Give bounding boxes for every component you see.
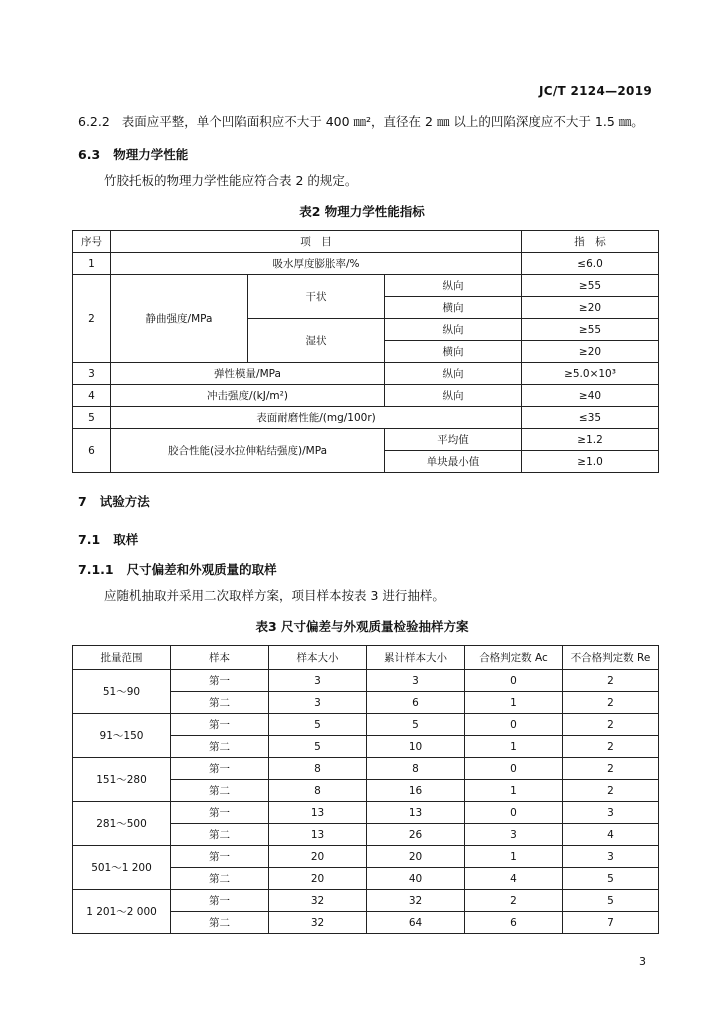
heading-number: 7 xyxy=(78,494,87,509)
table-cell: 0 xyxy=(465,714,563,736)
table-cell: 5 xyxy=(269,736,367,758)
table-cell: 13 xyxy=(269,824,367,846)
table-cell: 6 xyxy=(73,429,111,473)
table-cell: 2 xyxy=(563,736,659,758)
clause-number: 6.2.2 xyxy=(78,114,110,129)
table-cell: 横向 xyxy=(385,341,522,363)
table-cell: 8 xyxy=(269,758,367,780)
heading-title: 试验方法 xyxy=(99,494,150,509)
table-cell: 40 xyxy=(367,868,465,890)
table-row xyxy=(73,385,659,407)
table-cell: 16 xyxy=(367,780,465,802)
table-cell: 8 xyxy=(269,780,367,802)
table-cell: 第二 xyxy=(171,824,269,846)
table-cell: 5 xyxy=(269,714,367,736)
table-cell: 3 xyxy=(269,692,367,714)
table-cell: 64 xyxy=(367,912,465,934)
table-cell: 平均值 xyxy=(385,429,522,451)
table-cell: 第一 xyxy=(171,802,269,824)
heading-number: 7.1.1 xyxy=(78,562,114,577)
table-cell: 4 xyxy=(465,868,563,890)
table-cell: 第一 xyxy=(171,890,269,912)
table-cell: 第一 xyxy=(171,846,269,868)
table-cell: 2 xyxy=(563,692,659,714)
table-cell: 湿状 xyxy=(248,319,385,363)
table-cell: 第二 xyxy=(171,780,269,802)
table-cell: 2 xyxy=(563,670,659,692)
table2 xyxy=(72,230,659,473)
heading-title: 物理力学性能 xyxy=(113,147,189,162)
table-cell: 10 xyxy=(367,736,465,758)
heading-7-1-1 xyxy=(78,560,277,578)
table-cell: 32 xyxy=(367,890,465,912)
table-cell: 20 xyxy=(269,846,367,868)
table-cell: 弹性模量/MPa xyxy=(111,363,385,385)
table-cell: 1 xyxy=(465,736,563,758)
table-cell: 第一 xyxy=(171,714,269,736)
table-cell: 13 xyxy=(367,802,465,824)
table-cell: 6 xyxy=(465,912,563,934)
table-cell: 3 xyxy=(367,670,465,692)
heading-7 xyxy=(78,492,150,510)
batch-range-cell: 51～90 xyxy=(73,670,171,714)
clause-6-2-2 xyxy=(78,113,644,131)
table-cell: 纵向 xyxy=(385,363,522,385)
table-cell: ≤35 xyxy=(522,407,659,429)
table-cell: 横向 xyxy=(385,297,522,319)
batch-range-cell: 1 201～2 000 xyxy=(73,890,171,934)
table-row xyxy=(73,407,659,429)
table-cell: ≥1.2 xyxy=(522,429,659,451)
table-cell: 26 xyxy=(367,824,465,846)
table2-caption: 表2 物理力学性能指标 xyxy=(299,204,425,219)
batch-range-cell: 91～150 xyxy=(73,714,171,758)
table-cell: ≥20 xyxy=(522,297,659,319)
table-cell: ≥55 xyxy=(522,319,659,341)
heading-number: 7.1 xyxy=(78,532,101,547)
table-cell: 干状 xyxy=(248,275,385,319)
table-cell: ≥40 xyxy=(522,385,659,407)
table-cell: 2 xyxy=(563,780,659,802)
table-cell: 静曲强度/MPa xyxy=(111,275,248,363)
table-cell: ≥55 xyxy=(522,275,659,297)
table-cell: 2 xyxy=(465,890,563,912)
heading-title: 取样 xyxy=(113,532,139,547)
table-cell: 1 xyxy=(465,780,563,802)
table-cell: 20 xyxy=(367,846,465,868)
table-cell: 纵向 xyxy=(385,319,522,341)
table2-header-item: 项 目 xyxy=(111,231,522,253)
table-cell: 胶合性能(浸水拉伸粘结强度)/MPa xyxy=(111,429,385,473)
table-row xyxy=(73,846,659,868)
table-cell: 3 xyxy=(563,802,659,824)
table-cell: 7 xyxy=(563,912,659,934)
table3-header-cell: 批量范围 xyxy=(73,646,171,670)
clause-text: 表面应平整，单个凹陷面积应不大于 400 ㎜²，直径在 2 ㎜ 以上的凹陷深度应不大于 1.5 ㎜。 xyxy=(121,114,644,129)
table-cell: 第二 xyxy=(171,692,269,714)
table-cell: 32 xyxy=(269,890,367,912)
table-cell: ≤6.0 xyxy=(522,253,659,275)
table-cell: 2 xyxy=(563,714,659,736)
table-cell: 1 xyxy=(465,692,563,714)
table-cell: 冲击强度/(kJ/m²) xyxy=(111,385,385,407)
table3-header-cell: 样本 xyxy=(171,646,269,670)
table-row xyxy=(73,429,659,451)
table-row xyxy=(73,253,659,275)
table-cell: 第二 xyxy=(171,912,269,934)
table-cell: 第二 xyxy=(171,736,269,758)
table-cell: 0 xyxy=(465,802,563,824)
heading-title: 尺寸偏差和外观质量的取样 xyxy=(126,562,277,577)
table2-header-row xyxy=(73,231,659,253)
table-row xyxy=(73,890,659,912)
table-cell: 0 xyxy=(465,670,563,692)
page-number: 3 xyxy=(639,955,646,968)
batch-range-cell: 501～1 200 xyxy=(73,846,171,890)
table-cell: 32 xyxy=(269,912,367,934)
table-cell: 20 xyxy=(269,868,367,890)
table-cell: 3 xyxy=(73,363,111,385)
table2-header-index: 指 标 xyxy=(522,231,659,253)
table-cell: ≥1.0 xyxy=(522,451,659,473)
heading-number: 6.3 xyxy=(78,147,101,162)
batch-range-cell: 281～500 xyxy=(73,802,171,846)
table-cell: 3 xyxy=(465,824,563,846)
table3-caption: 表3 尺寸偏差与外观质量检验抽样方案 xyxy=(255,619,469,634)
paragraph-7-1-1: 应随机抽取并采用二次取样方案，项目样本按表 3 进行抽样。 xyxy=(104,588,445,603)
table-cell: 6 xyxy=(367,692,465,714)
batch-range-cell: 151～280 xyxy=(73,758,171,802)
table-cell: 吸水厚度膨胀率/% xyxy=(111,253,522,275)
heading-6-3 xyxy=(78,145,188,163)
table-cell: ≥5.0×10³ xyxy=(522,363,659,385)
table-cell: 5 xyxy=(563,890,659,912)
table-cell: 单块最小值 xyxy=(385,451,522,473)
table-cell: 表面耐磨性能/(mg/100r) xyxy=(111,407,522,429)
table-row xyxy=(73,363,659,385)
table-cell: 1 xyxy=(73,253,111,275)
table-cell: 13 xyxy=(269,802,367,824)
table-cell: 0 xyxy=(465,758,563,780)
table-cell: 1 xyxy=(465,846,563,868)
table-cell: 纵向 xyxy=(385,385,522,407)
table-row xyxy=(73,275,659,297)
table-cell: 4 xyxy=(563,824,659,846)
table-cell: 第一 xyxy=(171,670,269,692)
table-cell: 纵向 xyxy=(385,275,522,297)
table3-header-row xyxy=(73,646,659,670)
table-cell: 第二 xyxy=(171,868,269,890)
heading-7-1 xyxy=(78,530,138,548)
table-cell: 第一 xyxy=(171,758,269,780)
table-cell: 5 xyxy=(73,407,111,429)
table3-header-cell: 累计样本大小 xyxy=(367,646,465,670)
table2-header-seq: 序号 xyxy=(73,231,111,253)
table3-header-cell: 合格判定数 Ac xyxy=(465,646,563,670)
table-cell: 3 xyxy=(269,670,367,692)
table3 xyxy=(72,645,659,934)
table-row xyxy=(73,758,659,780)
table-row xyxy=(73,714,659,736)
table-cell: 8 xyxy=(367,758,465,780)
table-cell: 2 xyxy=(73,275,111,363)
table-row xyxy=(73,802,659,824)
table3-header-cell: 不合格判定数 Re xyxy=(563,646,659,670)
table-cell: 4 xyxy=(73,385,111,407)
table-cell: ≥20 xyxy=(522,341,659,363)
table-row xyxy=(73,670,659,692)
table-cell: 3 xyxy=(563,846,659,868)
standard-code: JC/T 2124—2019 xyxy=(538,84,652,98)
table-cell: 5 xyxy=(563,868,659,890)
table-cell: 5 xyxy=(367,714,465,736)
paragraph-6-3: 竹胶托板的物理力学性能应符合表 2 的规定。 xyxy=(104,173,358,188)
table3-header-cell: 样本大小 xyxy=(269,646,367,670)
table-cell: 2 xyxy=(563,758,659,780)
